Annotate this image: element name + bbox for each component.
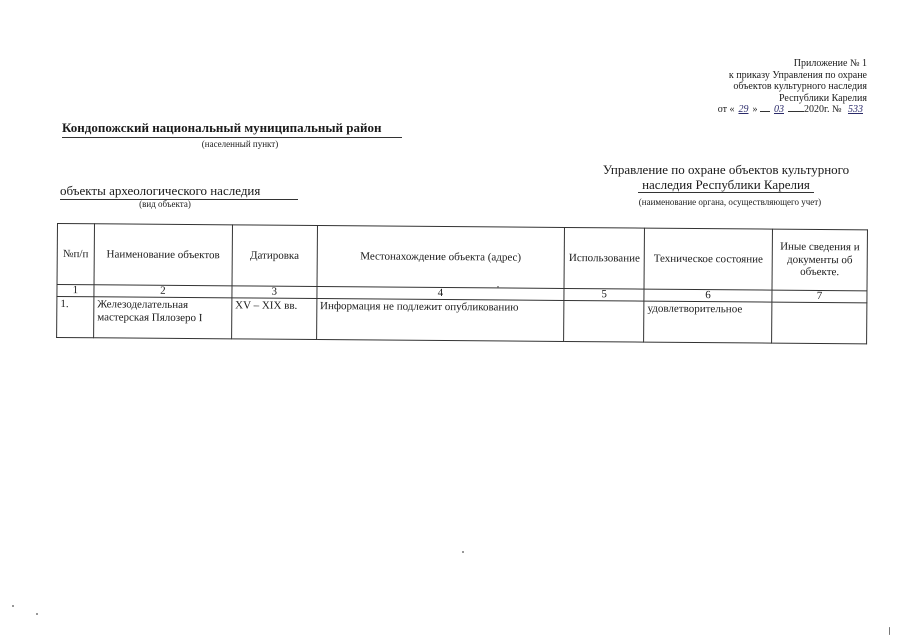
header-condition: Техническое состояние	[644, 228, 772, 290]
blank-line	[788, 111, 804, 112]
appendix-line1: Приложение № 1	[793, 58, 867, 69]
header-number: №п/п	[57, 224, 94, 285]
organization-line1: Управление по охране объектов культурного	[602, 162, 850, 177]
header-usage: Использование	[564, 227, 644, 289]
appendix-line4: Республики Карелия	[778, 92, 867, 104]
column-number: 2	[94, 285, 232, 298]
order-number: 533	[848, 104, 863, 115]
organization-block	[585, 162, 867, 193]
scan-speck	[889, 627, 890, 635]
appendix-line3: объектов культурного наследия	[733, 81, 867, 92]
date-month: 03	[773, 104, 784, 115]
row-object-name: Железоделательная мастерская Пялозеро I	[94, 297, 232, 339]
table-header-row	[57, 224, 867, 291]
column-number: 4	[317, 287, 565, 301]
column-number: 3	[232, 286, 317, 299]
row-location: Информация не подлежит опубликованию	[316, 299, 564, 342]
scan-speck	[497, 286, 499, 288]
date-year: 2020г. №	[803, 104, 842, 115]
blank-line	[760, 111, 770, 112]
settlement-caption: (населенный пункт)	[201, 139, 279, 149]
date-day: 29	[738, 104, 749, 115]
scan-speck	[462, 551, 464, 553]
appendix-line2: к приказу Управления по охране	[728, 69, 867, 81]
date-prefix: от «	[717, 104, 735, 115]
object-kind-field: объекты археологического наследия	[60, 183, 298, 200]
object-kind-caption: (вид объекта)	[139, 199, 191, 209]
settlement-field: Кондопожский национальный муниципальный район	[62, 120, 402, 138]
row-number: 1.	[57, 297, 94, 338]
row-usage	[564, 300, 644, 342]
row-other	[772, 302, 867, 344]
column-number: 6	[644, 289, 772, 302]
scan-speck	[36, 613, 38, 615]
header-name: Наименование объектов	[94, 224, 232, 286]
table-row	[57, 297, 867, 344]
header-dating: Датировка	[232, 225, 317, 287]
row-condition: удовлетворительное	[644, 301, 772, 343]
column-number: 5	[564, 288, 644, 301]
date-mid: »	[752, 104, 758, 115]
scan-speck	[12, 605, 14, 607]
appendix-date-line	[647, 104, 867, 116]
header-other: Иные сведения и документы об объекте.	[772, 229, 867, 291]
organization-caption: (наименование органа, осуществляющего учет)	[638, 197, 822, 207]
appendix-block	[647, 58, 867, 116]
column-number: 1	[57, 285, 94, 297]
column-number: 7	[772, 290, 867, 303]
row-dating: XV – XIX вв.	[231, 298, 316, 340]
header-location: Местонахождение объекта (адрес)	[317, 226, 565, 289]
register-table	[56, 223, 868, 344]
organization-line2: наследия Республики Карелия	[638, 177, 814, 193]
